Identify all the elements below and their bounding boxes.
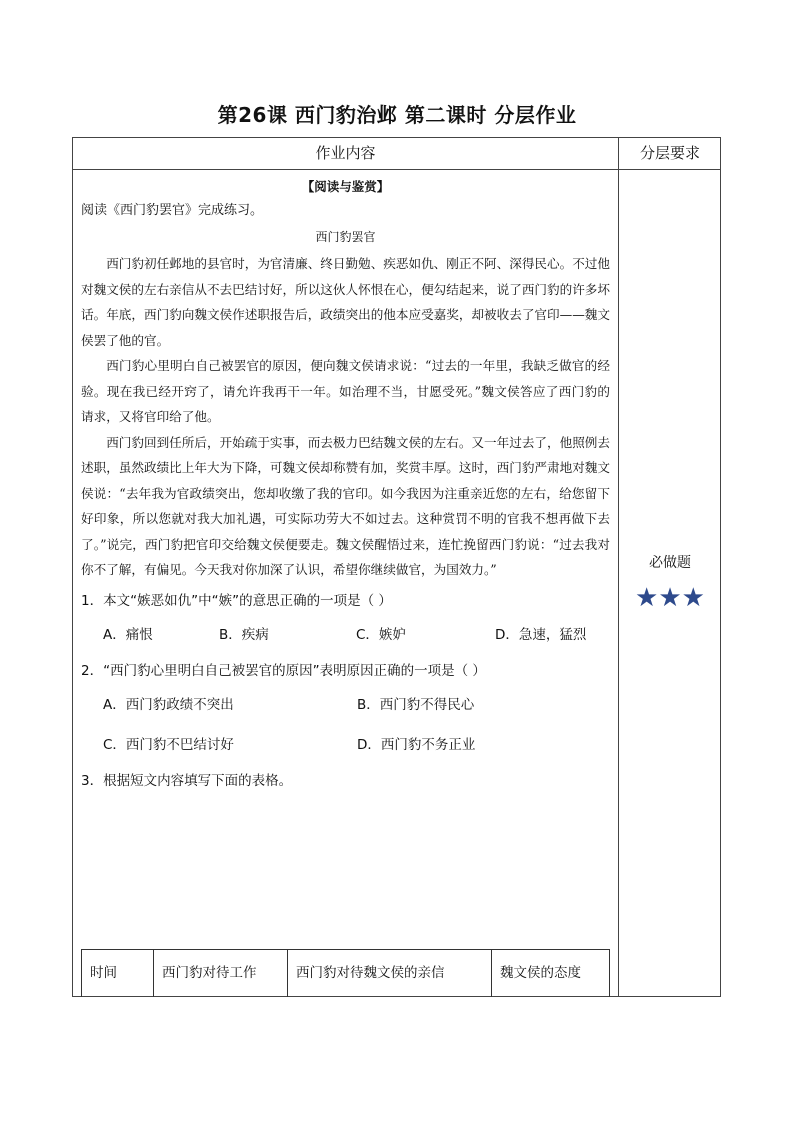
- passage-title: 西门豹罢官: [315, 230, 376, 244]
- option-d[interactable]: D．西门豹不务正业: [357, 736, 476, 753]
- fill-table-header-confidants: 西门豹对待魏文侯的亲信: [288, 950, 492, 997]
- passage-paragraph-3: 西门豹回到任所后，开始疏于实事，而去极力巴结魏文侯的左右。又一年过去了，他照例去述职，虽然政绩比上年大为下降，可魏文侯却称赞有加，奖赏丰厚。这时，西门豹严肃地对魏文侯说：“去年我为官政绩突出，您却收缴了我的官印。如今我因为注重亲近您的左右，给您留下好印象，所以您就对我大加礼遇，可实际功劳大不如过去。这种赏罚不明的官我不想再做下去了。”说完，西门豹把官印交给魏文侯便要走。魏文侯醒悟过来，连忙挽留西门豹说：“过去我对你不了解，有偏见。今天我对你加深了认识，希望你继续做官，为国效力。”: [81, 434, 610, 577]
- header-content: 作业内容: [315, 144, 376, 162]
- option-c[interactable]: C．嫉妒: [356, 626, 406, 643]
- question-2-options-row2: [81, 723, 610, 763]
- section-heading: 【阅读与鉴赏】: [301, 179, 390, 194]
- question-2: 2．“西门豹心里明白自己被罢官的原因”表明原因正确的一项是（ ）: [81, 662, 486, 679]
- star-rating-icon: ★★★: [635, 583, 705, 613]
- option-d[interactable]: D．急速，猛烈: [495, 626, 587, 643]
- passage-paragraph-1: 西门豹初任邺地的县官时，为官清廉、终日勤勉、疾恶如仇、刚正不阿、深得民心。不过他对魏文侯的左右亲信从不去巴结讨好，所以这伙人怀恨在心，便勾结起来，说了西门豹的许多坏话。年底，西门豹向魏文侯作述职报告后，政绩突出的他本应受嘉奖，却被收去了官印——魏文侯罢了他的官。: [81, 256, 610, 348]
- option-b[interactable]: B．西门豹不得民心: [357, 696, 475, 713]
- question-3: 3．根据短文内容填写下面的表格。: [81, 772, 293, 789]
- instruction-text: 阅读《西门豹罢官》完成练习。: [81, 203, 264, 218]
- question-2-options: [81, 683, 610, 723]
- header-level: 分层要求: [618, 138, 721, 169]
- page-title: 第26课 西门豹治邺 第二课时 分层作业: [217, 103, 577, 127]
- option-b[interactable]: B．疾病: [219, 626, 269, 643]
- option-a[interactable]: A．西门豹政绩不突出: [103, 696, 234, 713]
- table-header-row: [73, 138, 720, 170]
- fill-table-header-time: 时间: [82, 950, 154, 997]
- level-label: 必做题: [649, 555, 691, 571]
- fill-table-header-work: 西门豹对待工作: [154, 950, 288, 997]
- passage-paragraph-2: 西门豹心里明白自己被罢官的原因，便向魏文侯请求说：“过去的一年里，我缺乏做官的经验。现在我已经开窍了，请允许我再干一年。如治理不当，甘愿受死。”魏文侯答应了西门豹的请求，又将官印给了他。: [81, 358, 610, 424]
- option-a[interactable]: A．痛恨: [103, 626, 153, 643]
- fill-in-table: [81, 949, 610, 997]
- fill-table-header-attitude: 魏文侯的态度: [500, 965, 581, 981]
- homework-table: [72, 137, 721, 997]
- content-cell: [73, 169, 618, 997]
- level-cell: [619, 169, 721, 997]
- question-1: 1．本文“嫉恶如仇”中“嫉”的意思正确的一项是（ ）: [81, 592, 392, 609]
- option-c[interactable]: C．西门豹不巴结讨好: [103, 736, 234, 753]
- question-1-options: [81, 613, 610, 653]
